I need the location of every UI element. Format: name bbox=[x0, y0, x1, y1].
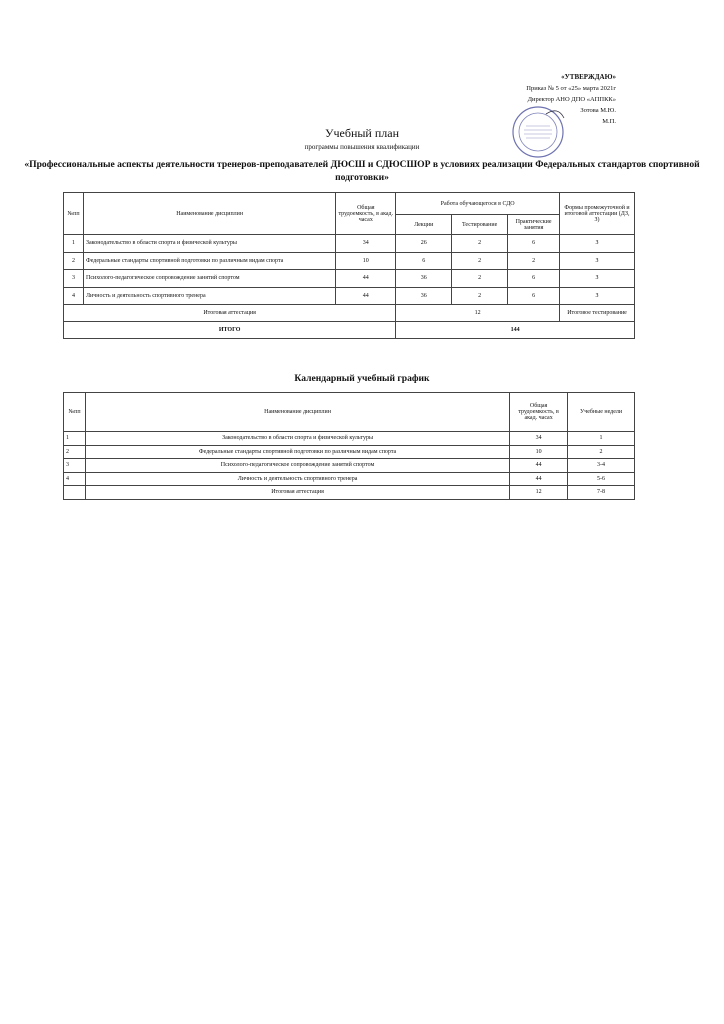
cell-testing: 2 bbox=[452, 235, 508, 253]
table-row bbox=[64, 486, 635, 500]
header-testing: Тестирование bbox=[452, 215, 508, 235]
cell-num: 1 bbox=[64, 432, 86, 446]
table-row bbox=[64, 445, 635, 459]
cell-weeks: 7-8 bbox=[568, 486, 635, 500]
cell-name: Федеральные стандарты спортивной подготовки по различным видам спорта bbox=[83, 252, 335, 270]
cell-name: Личность и деятельность спортивного тренера bbox=[85, 472, 509, 486]
cell-lectures: 36 bbox=[396, 287, 452, 305]
cell-hours: 44 bbox=[336, 270, 396, 288]
table-row bbox=[64, 432, 635, 446]
cell-lectures: 36 bbox=[396, 270, 452, 288]
header-practice: Практические занятия bbox=[508, 215, 560, 235]
approval-name: Зотова М.Ю. bbox=[580, 107, 616, 114]
curriculum-table bbox=[63, 192, 635, 339]
cell-name: Законодательство в области спорта и физической культуры bbox=[83, 235, 335, 253]
calendar-title: Календарный учебный график bbox=[294, 373, 430, 384]
page-title: Учебный план bbox=[324, 126, 400, 140]
cell-testing: 2 bbox=[452, 252, 508, 270]
final-attestation-row bbox=[64, 305, 635, 322]
cell-name: Психолого-педагогическое сопровождение занятий спортом bbox=[83, 270, 335, 288]
table-row bbox=[64, 472, 635, 486]
cell-num: 1 bbox=[64, 235, 84, 253]
page-subtitle: программы повышения квалификации bbox=[304, 143, 420, 151]
cell-hours: 34 bbox=[510, 432, 568, 446]
cell-hours: 44 bbox=[336, 287, 396, 305]
cell-form: З bbox=[560, 287, 635, 305]
cell-hours: 34 bbox=[336, 235, 396, 253]
cell-name: Личность и деятельность спортивного тренера bbox=[83, 287, 335, 305]
attestation-form: Итоговое тестирование bbox=[560, 305, 635, 322]
cal-header-hours: Общая трудоемкость, в акад. часах bbox=[510, 393, 568, 432]
cell-name: Законодательство в области спорта и физической культуры bbox=[85, 432, 509, 446]
cell-num: 3 bbox=[64, 459, 86, 473]
cell-lectures: 26 bbox=[396, 235, 452, 253]
table-row bbox=[64, 252, 635, 270]
cell-practice: 6 bbox=[508, 235, 560, 253]
cell-form: З bbox=[560, 270, 635, 288]
cell-practice: 6 bbox=[508, 270, 560, 288]
cal-header-name: Наименование дисциплин bbox=[85, 393, 509, 432]
total-label: ИТОГО bbox=[64, 322, 396, 339]
cell-form: З bbox=[560, 235, 635, 253]
header-name: Наименование дисциплин bbox=[83, 193, 335, 235]
cell-name: Итоговая аттестация bbox=[85, 486, 509, 500]
table-row bbox=[64, 235, 635, 253]
approval-seal-label: М.П. bbox=[602, 118, 616, 125]
cell-num: 4 bbox=[64, 472, 86, 486]
program-title: «Профессиональные аспекты деятельности тренеров-преподавателей ДЮСШ и СДЮСШОР в условиях реализации Федеральных стандартов спортивной подготовки» bbox=[24, 159, 700, 183]
header-hours: Общая трудоемкость, в акад. часах bbox=[336, 193, 396, 235]
table-row bbox=[64, 459, 635, 473]
header-work: Работа обучающегося в СДО bbox=[396, 193, 560, 215]
header-num: №пп bbox=[64, 193, 84, 235]
cell-num: 2 bbox=[64, 252, 84, 270]
approval-order: Приказ № 5 от «25» марта 2021г bbox=[526, 85, 616, 92]
cell-weeks: 5-6 bbox=[568, 472, 635, 486]
header-lectures: Лекции bbox=[396, 215, 452, 235]
total-hours: 144 bbox=[396, 322, 635, 339]
cal-header-weeks: Учебные недели bbox=[568, 393, 635, 432]
attestation-hours: 12 bbox=[396, 305, 560, 322]
cell-num: 2 bbox=[64, 445, 86, 459]
cell-weeks: 3-4 bbox=[568, 459, 635, 473]
attestation-label: Итоговая аттестация bbox=[64, 305, 396, 322]
cell-hours: 10 bbox=[336, 252, 396, 270]
table-row bbox=[64, 287, 635, 305]
cal-header-num: №пп bbox=[64, 393, 86, 432]
cell-form: З bbox=[560, 252, 635, 270]
calendar-table bbox=[63, 392, 635, 500]
cell-testing: 2 bbox=[452, 270, 508, 288]
cell-name: Федеральные стандарты спортивной подготовки по различным видам спорта bbox=[85, 445, 509, 459]
cell-hours: 44 bbox=[510, 459, 568, 473]
cell-testing: 2 bbox=[452, 287, 508, 305]
approval-heading: «УТВЕРЖДАЮ» bbox=[561, 73, 616, 81]
cell-practice: 2 bbox=[508, 252, 560, 270]
cell-num: 3 bbox=[64, 270, 84, 288]
table-row bbox=[64, 270, 635, 288]
approval-director: Директор АНО ДПО «АППКК» bbox=[527, 96, 616, 103]
cell-hours: 10 bbox=[510, 445, 568, 459]
cell-name: Психолого-педагогическое сопровождение занятий спортом bbox=[85, 459, 509, 473]
cell-weeks: 1 bbox=[568, 432, 635, 446]
cell-practice: 6 bbox=[508, 287, 560, 305]
header-forms: Формы промежуточной и итоговой аттестации (ДЗ, З) bbox=[560, 193, 635, 235]
cell-hours: 44 bbox=[510, 472, 568, 486]
total-row bbox=[64, 322, 635, 339]
cell-lectures: 6 bbox=[396, 252, 452, 270]
cell-weeks: 2 bbox=[568, 445, 635, 459]
cell-hours: 12 bbox=[510, 486, 568, 500]
cell-num: 4 bbox=[64, 287, 84, 305]
cell-num bbox=[64, 486, 86, 500]
